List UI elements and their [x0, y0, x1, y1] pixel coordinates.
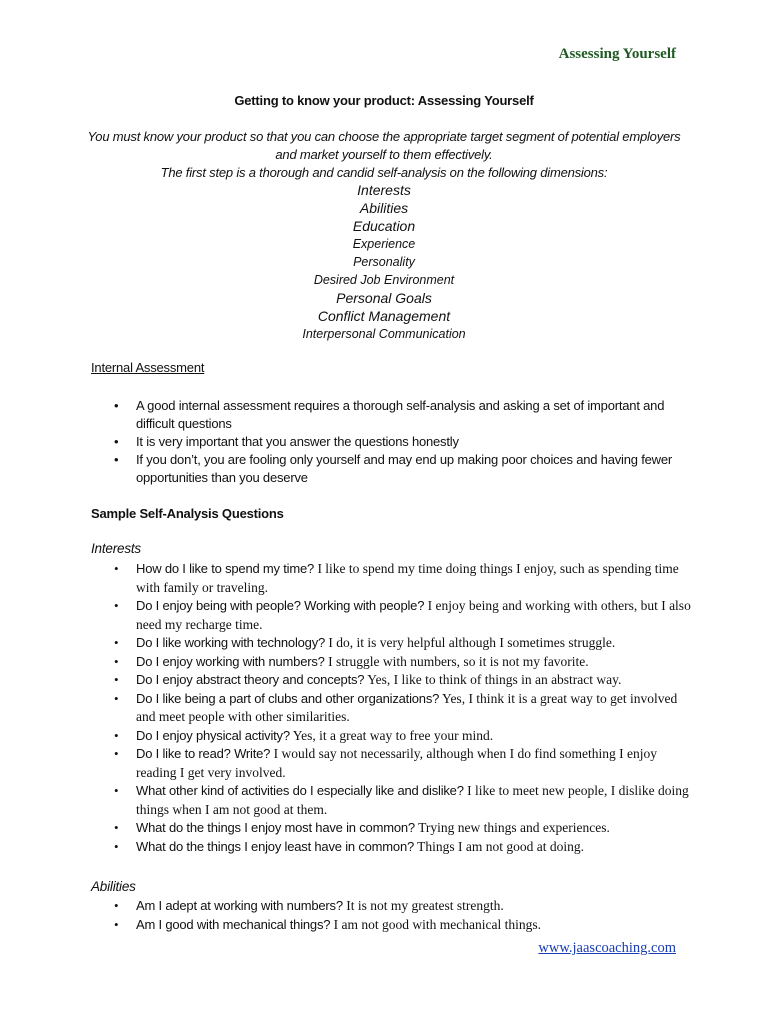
list-item — [0, 727, 696, 746]
sample-questions-heading: Sample Self-Analysis Questions — [91, 506, 284, 521]
document-title: Getting to know your product: Assessing Yourself — [234, 93, 534, 108]
question-text: Do I like to read? Write? — [136, 746, 271, 761]
question-text: Do I like being a part of clubs and other organizations? — [136, 690, 440, 706]
list-item — [0, 597, 696, 634]
question-text: Do I enjoy working with numbers? — [136, 653, 325, 669]
list-item — [0, 690, 696, 727]
answer-text: I enjoy being and working with others, but I also need my recharge time. — [136, 598, 691, 632]
dimension-item: Conflict Management — [317, 308, 451, 324]
answer-text: Yes, it a great way to free your mind. — [292, 727, 494, 743]
question-text: Do I enjoy physical activity? — [136, 727, 290, 743]
list-item — [0, 916, 696, 935]
question-text: Am I adept at working with numbers? — [136, 898, 343, 913]
dimension-item: Interests — [357, 182, 411, 198]
list-item — [0, 838, 696, 857]
dimensions-list — [0, 181, 768, 343]
question-text: How do I like to spend my time? — [136, 561, 315, 576]
interests-heading: Interests — [91, 541, 141, 556]
dimension-item: Interpersonal Communication — [302, 327, 466, 341]
question-text: What other kind of activities do I especially like and dislike? — [136, 783, 464, 798]
answer-text: I do, it is very helpful although I sometimes struggle. — [328, 635, 616, 650]
question-text: What do the things I enjoy most have in common? — [136, 820, 415, 835]
list-item — [0, 897, 696, 916]
answer-text: I like to meet new people, I dislike doing things when I am not good at them. — [136, 783, 689, 817]
abilities-heading: Abilities — [91, 879, 136, 894]
answer-text: Yes, I like to think of things in an abstract way. — [367, 672, 622, 687]
list-item — [0, 671, 696, 690]
dimension-item: Education — [352, 218, 416, 234]
internal-assessment-list — [0, 397, 696, 487]
intro-line: and market yourself to them effectively. — [275, 147, 493, 162]
list-item: • If you don’t, you are fooling only yourself and may end up making poor choices and having fewer opportunities than you deserve — [0, 451, 696, 487]
dimension-item: Experience — [352, 237, 416, 251]
answer-text: I like to spend my time doing things I enjoy, such as spending time with family or traveling. — [136, 561, 679, 595]
intro-line: You must know your product so that you can choose the appropriate target segment of potential employers — [87, 129, 681, 144]
header-title: Assessing Yourself — [558, 46, 676, 62]
internal-assessment-heading: Internal Assessment — [91, 360, 205, 375]
list-item — [0, 819, 696, 838]
answer-text: It is not my greatest strength. — [346, 898, 504, 913]
answer-text: Yes, I think it is a great way to get involved and meet people with other similarities. — [136, 690, 678, 724]
question-text: Am I good with mechanical things? — [136, 916, 331, 932]
dimension-item: Personality — [353, 255, 415, 269]
list-item — [0, 634, 696, 653]
intro-paragraph — [60, 128, 708, 182]
answer-text: Things I am not good at doing. — [417, 838, 585, 854]
abilities-list — [0, 897, 696, 934]
question-text: Do I enjoy abstract theory and concepts? — [136, 672, 365, 687]
footer-website-link[interactable]: www.jaascoaching.com — [538, 940, 676, 956]
list-item — [0, 653, 696, 672]
answer-text: I am not good with mechanical things. — [333, 916, 542, 932]
interests-list — [0, 560, 696, 856]
question-text: Do I enjoy being with people? Working with people? — [136, 598, 425, 613]
intro-line: The first step is a thorough and candid self-analysis on the following dimensions: — [160, 165, 608, 180]
dimension-item: Personal Goals — [336, 290, 432, 306]
dimension-item: Desired Job Environment — [313, 273, 455, 287]
list-item: • A good internal assessment requires a thorough self-analysis and asking a set of important and difficult questions — [0, 397, 696, 433]
answer-text: I struggle with numbers, so it is not my favorite. — [328, 653, 589, 669]
question-text: What do the things I enjoy least have in common? — [136, 838, 415, 854]
list-item — [0, 782, 696, 819]
answer-text: Trying new things and experiences. — [418, 820, 610, 835]
list-item: • It is very important that you answer the questions honestly — [0, 433, 696, 451]
dimension-item: Abilities — [359, 200, 409, 216]
list-item — [0, 560, 696, 597]
list-item — [0, 745, 696, 782]
answer-text: I would say not necessarily, although when I do find something I enjoy reading I get very involved. — [136, 746, 658, 780]
question-text: Do I like working with technology? — [136, 635, 326, 650]
